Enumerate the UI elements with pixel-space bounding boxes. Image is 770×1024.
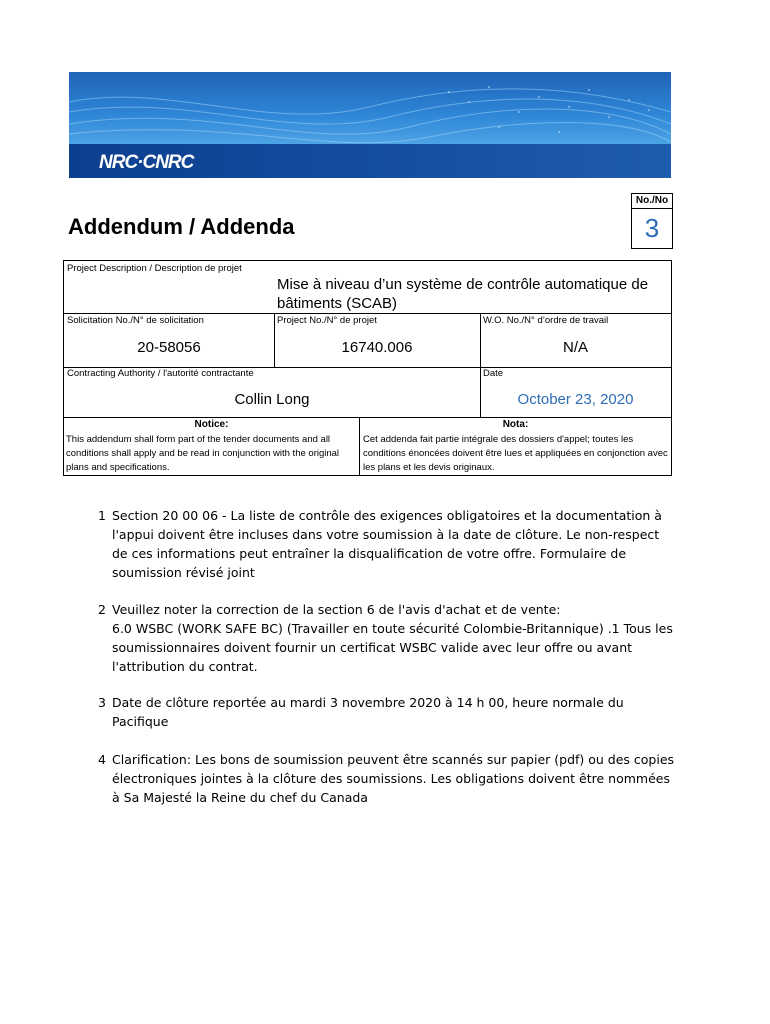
- addendum-number-value: 3: [631, 208, 673, 249]
- addendum-number-label: No./No: [631, 193, 673, 209]
- item-number: 1: [98, 508, 106, 523]
- solicitation-label: Solicitation No./N° de solicitation: [67, 315, 204, 326]
- authority-value: Collin Long: [234, 391, 310, 408]
- date-value: October 23, 2020: [517, 391, 634, 408]
- item-text: Date de clôture reportée au mardi 3 novembre 2020 à 14 h 00, heure normale du Pacifique: [112, 695, 624, 729]
- list-item: [98, 506, 678, 582]
- item-number: 4: [98, 752, 106, 767]
- list-item: [98, 693, 678, 731]
- item-text: Section 20 00 06 - La liste de contrôle des exigences obligatoires et la documentation à l'appui doivent être incluses dans votre soumission à la date de clôture. Le non-respect de ces informations peut entraîner la disqualification de votre offre. Formulaire de soumission révisé joint: [112, 508, 662, 580]
- item-number: 2: [98, 602, 106, 617]
- nrc-logo: NRC·CNRC: [99, 152, 194, 173]
- wo-value: N/A: [562, 339, 588, 356]
- notice-heading: Notice:: [194, 419, 229, 430]
- project-no-value: 16740.006: [341, 339, 413, 356]
- item-text: Veuillez noter la correction de la section 6 de l'avis d'achat et de vente: 6.0 WSBC (WORK SAFE BC) (Travailler en toute sécurité Colombie-Britannique) .1 Tous les soumissionnaires doivent fournir un certificat WSBC valide avec leur offre ou avant l'attribution du contrat.: [112, 602, 673, 674]
- nota-heading: Nota:: [502, 419, 529, 430]
- nrc-banner: [69, 72, 671, 178]
- project-no-label: Project No./N° de projet: [277, 315, 377, 326]
- project-description-label: Project Description / Description de projet: [67, 263, 242, 274]
- page-title: Addendum / Addenda: [68, 214, 295, 239]
- nota-text: Cet addenda fait partie intégrale des dossiers d'appel; toutes les conditions énoncées doivent être lues et appliquées en conjonction avec les plans et les devis originaux.: [363, 434, 668, 473]
- item-number: 3: [98, 695, 106, 710]
- solicitation-value: 20-58056: [137, 339, 201, 356]
- notice-text: This addendum shall form part of the tender documents and all conditions shall apply and be read in conjunction with the original plans and specifications.: [66, 434, 340, 473]
- date-label: Date: [483, 368, 504, 379]
- list-item: [98, 600, 678, 676]
- item-text: Clarification: Les bons de soumission peuvent être scannés sur papier (pdf) ou des copies électroniques jointes à la clôture des soumissions. Les obligations doivent être nommées à Sa Majesté la Reine du chef du Canada: [112, 752, 675, 805]
- addendum-form-table: [63, 260, 672, 476]
- project-description-value: Mise à niveau d’un système de contrôle automatique de bâtiments (SCAB): [277, 276, 649, 312]
- list-item: [98, 750, 678, 807]
- authority-label: Contracting Authority / l'autorité contractante: [67, 368, 254, 379]
- wo-label: W.O. No./N° d’ordre de travail: [483, 315, 609, 326]
